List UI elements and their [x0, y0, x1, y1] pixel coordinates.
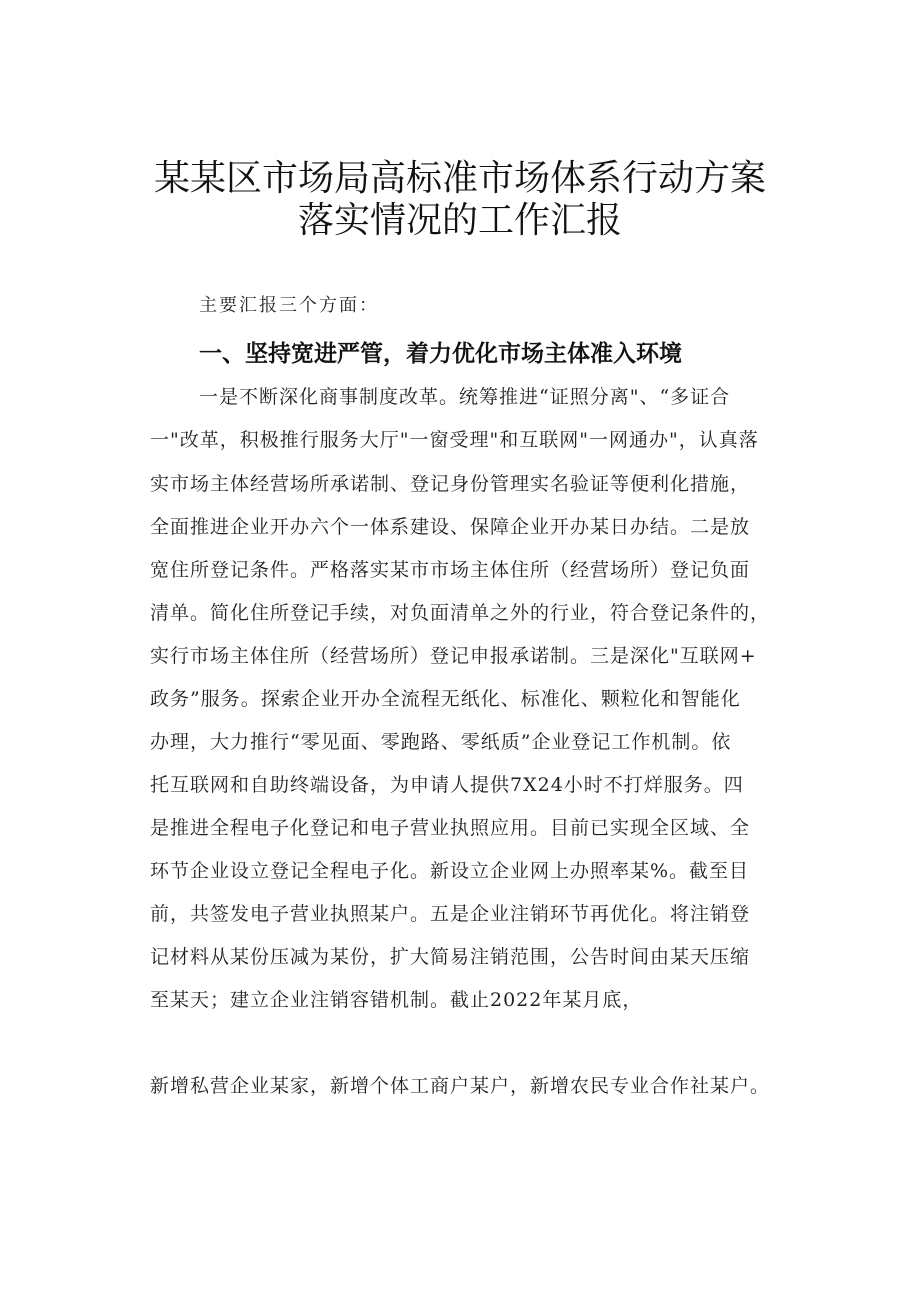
section-1-heading: 一、坚持宽进严管，着力优化市场主体准入环境	[199, 341, 682, 367]
paragraph-line: 实市场主体经营场所承诺制、登记身份管理实名验证等便利化措施，	[150, 473, 751, 495]
paragraph-line: 实行市场主体住所（经营场所）登记申报承诺制。三是深化"互联网+	[150, 645, 757, 667]
document-title-line-2: 落实情况的工作汇报	[297, 200, 622, 241]
paragraph-line: 托互联网和自助终端设备，为申请人提供7X24小时不打烊服务。四	[150, 774, 744, 796]
paragraph-line: 记材料从某份压减为某份，扩大简易注销范围，公告时间由某天压缩	[150, 946, 751, 968]
paragraph-line: 一是不断深化商事制度改革。统筹推进“证照分离"、“多证合	[199, 386, 731, 408]
paragraph-line: 全面推进企业开办六个一体系建设、保障企业开办某日办结。二是放	[150, 516, 751, 538]
paragraph-line: 宽住所登记条件。严格落实某市市场主体住所（经营场所）登记负面	[150, 559, 751, 581]
paragraph-line: 办理，大力推行“零见面、零跑路、零纸质”企业登记工作机制。依	[150, 731, 732, 753]
paragraph-line: 政务”服务。探索企业开办全流程无纸化、标准化、颗粒化和智能化	[150, 688, 741, 710]
paragraph-line: 环节企业设立登记全程电子化。新设立企业网上办照率某%。截至目	[150, 860, 750, 882]
final-line: 新增私营企业某家，新增个体工商户某户，新增农民专业合作社某户。	[150, 1075, 771, 1097]
paragraph-line: 至某天；建立企业注销容错机制。截止2022年某月底，	[150, 989, 643, 1011]
paragraph-line: 是推进全程电子化登记和电子营业执照应用。目前已实现全区域、全	[150, 817, 751, 839]
intro-text: 主要汇报三个方面：	[199, 295, 379, 316]
paragraph-line: 清单。简化住所登记手续，对负面清单之外的行业，符合登记条件的，	[150, 602, 771, 624]
paragraph-line: 前，共签发电子营业执照某户。五是企业注销环节再优化。将注销登	[150, 903, 751, 925]
document-title-line-1: 某某区市场局高标准市场体系行动方案	[153, 158, 766, 199]
paragraph-line: 一"改革，积极推行服务大厅"一窗受理"和互联网"一网通办"，认真落	[150, 429, 759, 451]
